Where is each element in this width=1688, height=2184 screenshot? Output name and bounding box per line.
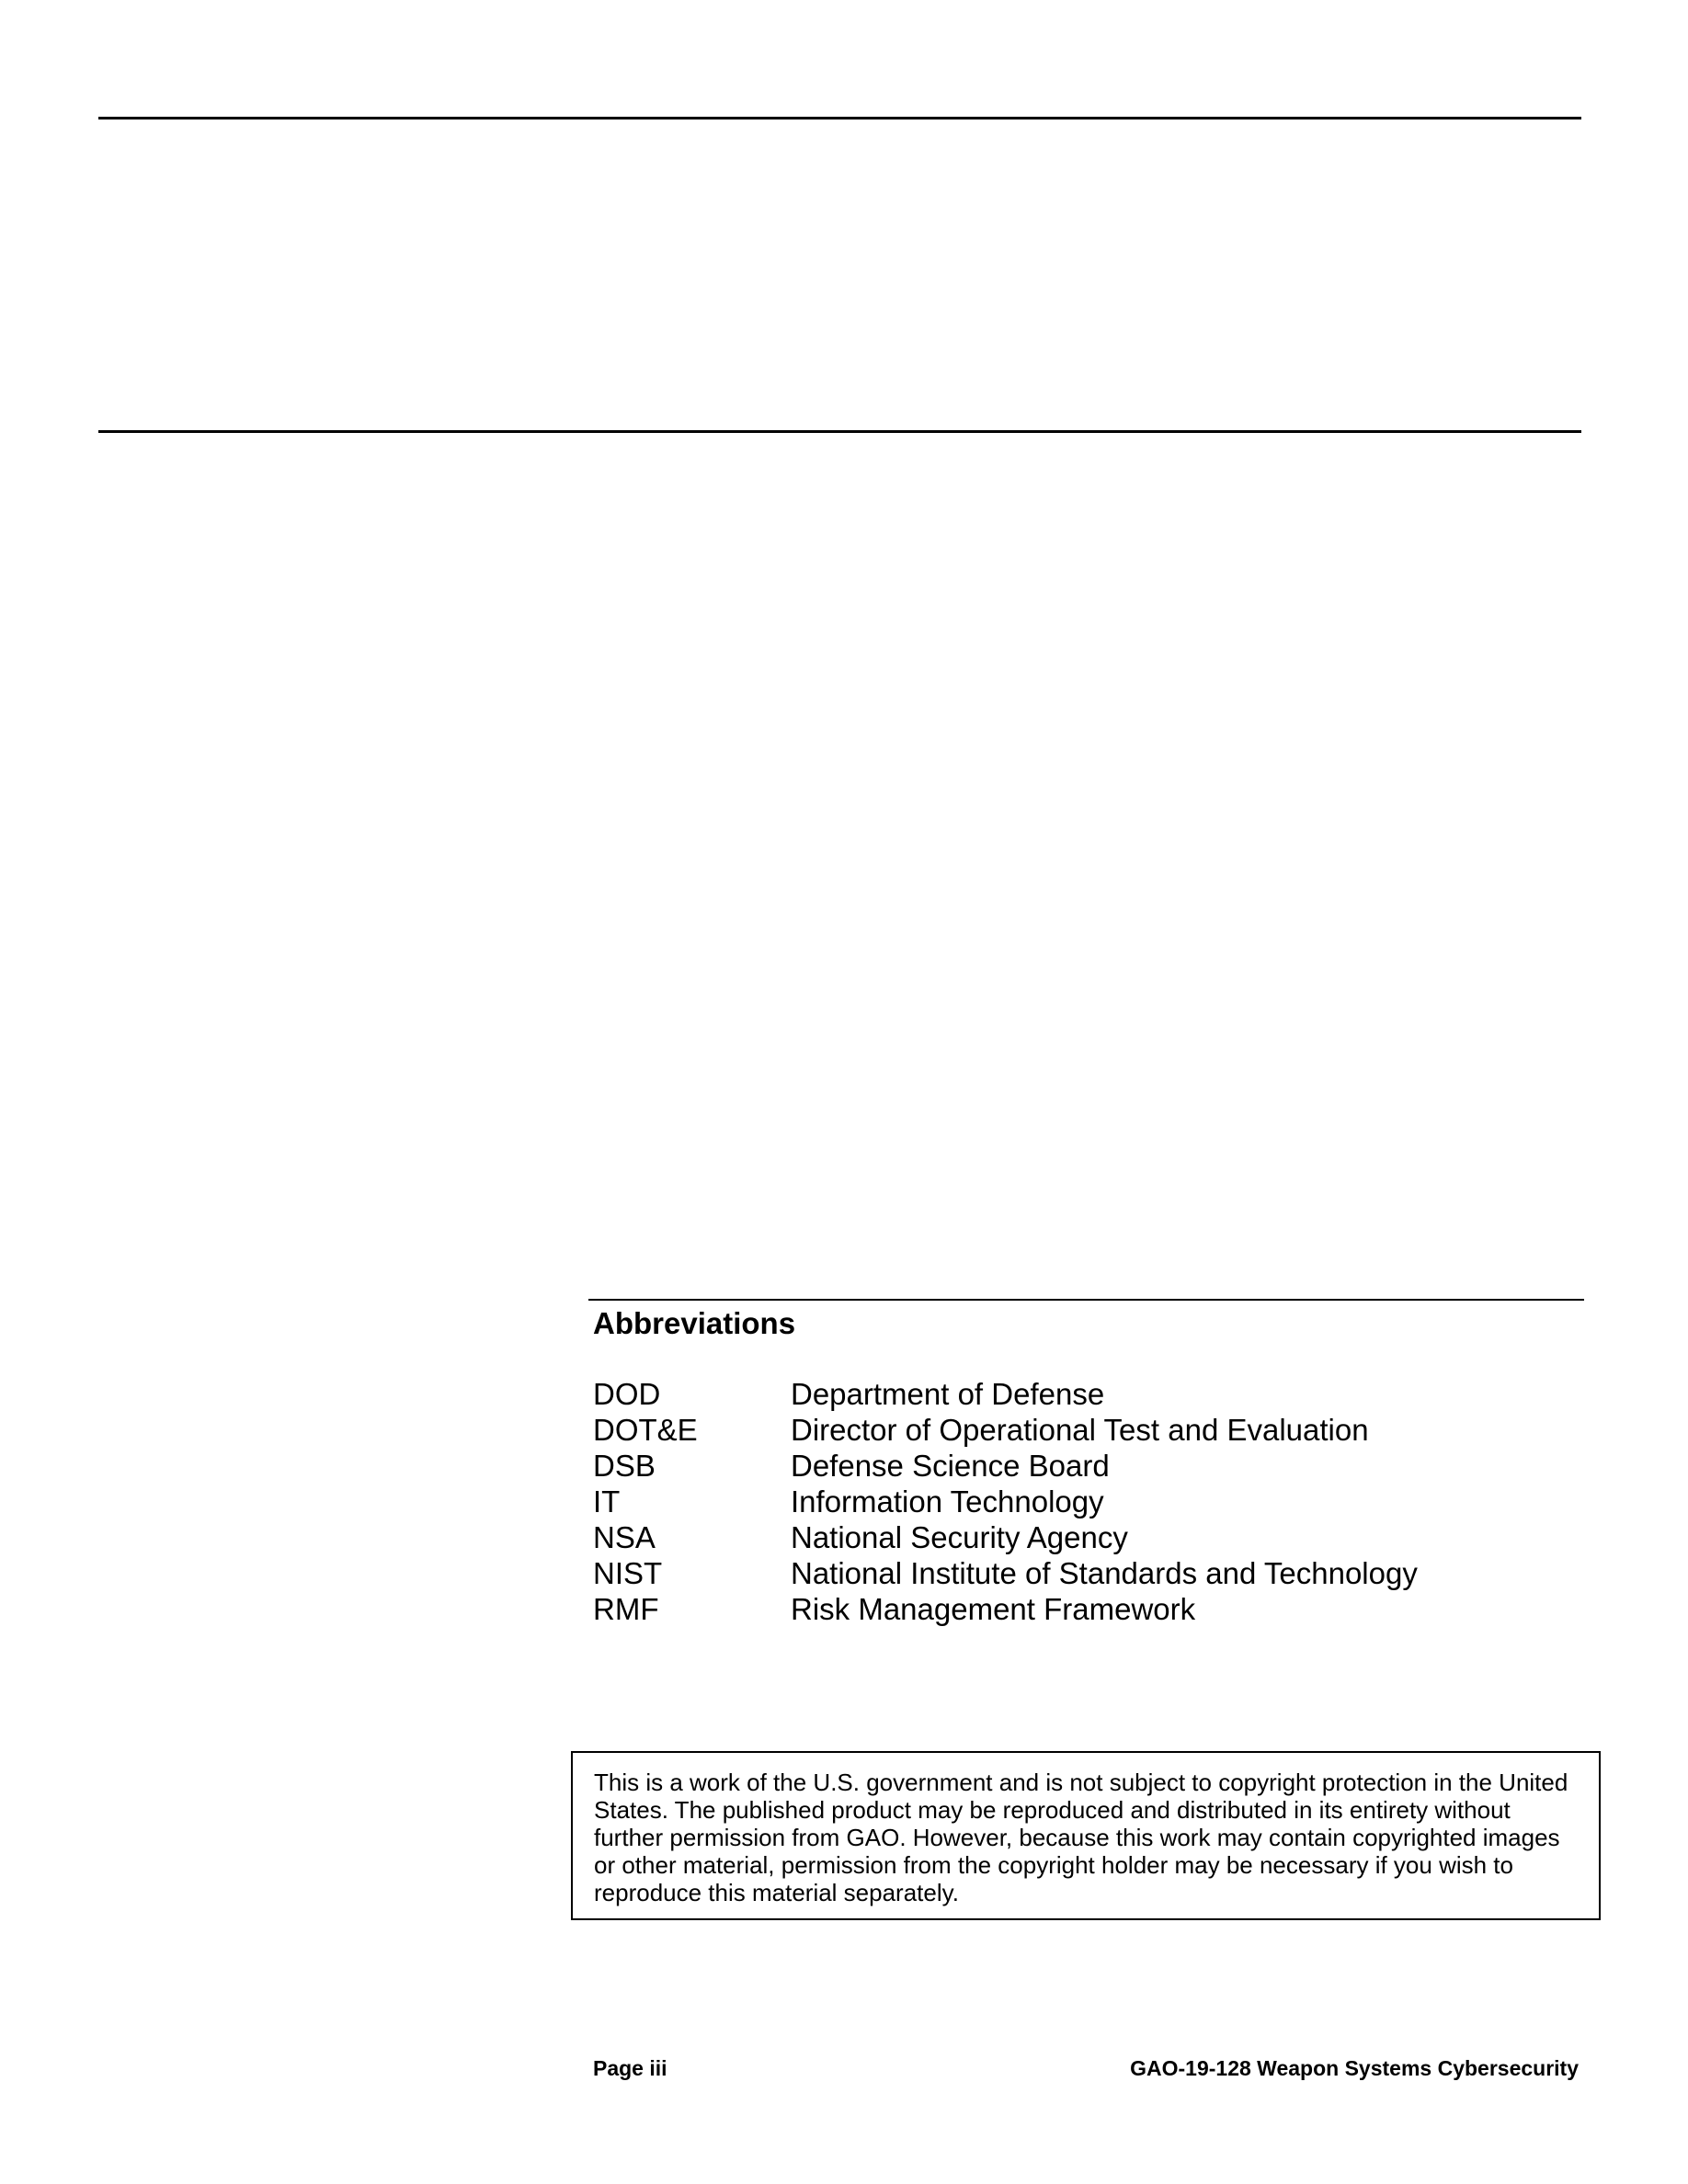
abbreviations-list: [593, 1376, 1586, 1627]
abbreviation-definition: Director of Operational Test and Evaluation: [791, 1413, 1369, 1447]
abbreviations-heading: Abbreviations: [593, 1306, 796, 1340]
abbreviation-row: [593, 1376, 1586, 1412]
abbreviation-row: [593, 1412, 1586, 1448]
abbreviation-definition: Information Technology: [791, 1484, 1104, 1519]
copyright-notice-box: [571, 1751, 1601, 1920]
top-rule: [98, 117, 1581, 119]
report-title: GAO-19-128 Weapon Systems Cybersecurity: [1130, 2056, 1579, 2080]
abbreviation-row: [593, 1591, 1586, 1627]
abbreviation-definition: Defense Science Board: [791, 1449, 1110, 1483]
abbreviation-term: NSA: [593, 1520, 656, 1554]
abbreviation-term: DOD: [593, 1377, 661, 1411]
copyright-notice-text: This is a work of the U.S. government and is not subject to copyright protection in the United States. The published product may be reproduced and distributed in its entirety without further permission from GAO. However, because this work may contain copyrighted images or other material, permission from the copyright holder may be necessary if you wish to reproduce this material separately.: [594, 1769, 1568, 1906]
abbreviation-row: [593, 1484, 1586, 1519]
abbreviation-definition: Risk Management Framework: [791, 1592, 1196, 1626]
abbreviation-definition: National Institute of Standards and Technology: [791, 1556, 1418, 1590]
abbreviation-definition: Department of Defense: [791, 1377, 1105, 1411]
abbreviation-term: IT: [593, 1484, 621, 1519]
abbreviation-term: DOT&E: [593, 1413, 698, 1447]
abbreviations-rule: [588, 1299, 1584, 1301]
page-number: Page iii: [593, 2056, 667, 2080]
abbreviation-row: [593, 1519, 1586, 1555]
second-rule: [98, 430, 1581, 433]
abbreviation-term: RMF: [593, 1592, 659, 1626]
abbreviation-term: DSB: [593, 1449, 656, 1483]
abbreviation-row: [593, 1555, 1586, 1591]
abbreviation-definition: National Security Agency: [791, 1520, 1128, 1554]
abbreviation-row: [593, 1448, 1586, 1484]
abbreviation-term: NIST: [593, 1556, 663, 1590]
